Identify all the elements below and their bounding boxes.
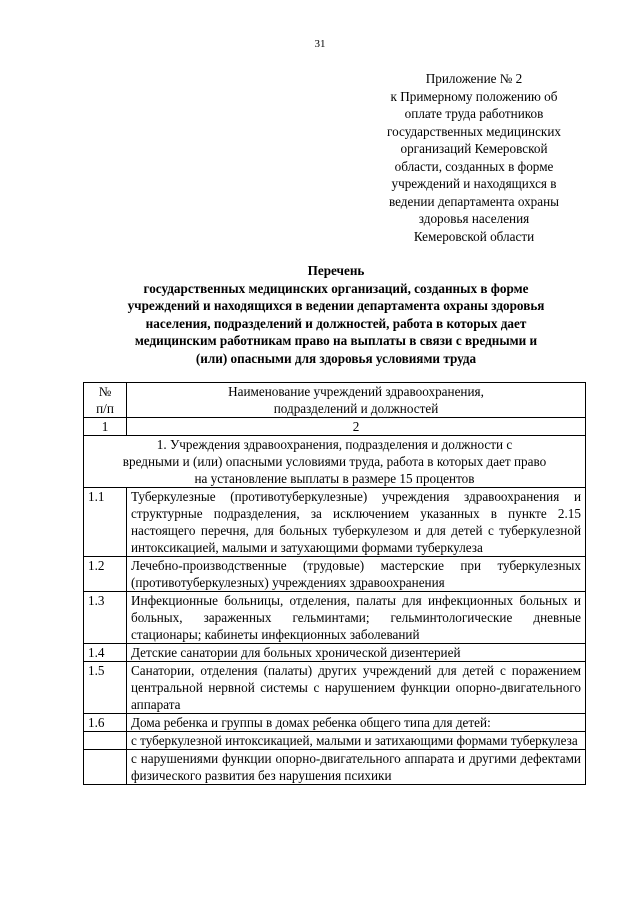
header-number-label: п/п xyxy=(96,401,114,416)
row-text: Лечебно-производственные (трудовые) мастерские при туберкулезных (противотуберкулезных) учреждениях здравоохранения xyxy=(127,557,586,592)
appendix-line: Кемеровской области xyxy=(413,228,535,244)
row-number: 1.4 xyxy=(84,644,127,662)
appendix-line: к Примерному положению об xyxy=(390,88,558,104)
row-text: с нарушениями функции опорно-двигательного аппарата и другими дефектами физического развития без нарушения психики xyxy=(127,750,586,785)
header-number-cell xyxy=(84,383,127,418)
row-text: с туберкулезной интоксикацией, малыми и затихающими формами туберкулеза xyxy=(127,732,586,750)
row-text: Инфекционные больницы, отделения, палаты для инфекционных больных и больных, зараженных гельминтами; гельминтологические дневные стационары; кабинеты инфекционных заболеваний xyxy=(127,592,586,644)
row-number: 1.2 xyxy=(84,557,127,592)
appendix-line: организаций Кемеровской xyxy=(400,141,548,156)
table-row xyxy=(84,714,586,732)
row-number: 1.1 xyxy=(84,488,127,557)
row-number: 1.3 xyxy=(84,592,127,644)
table-row xyxy=(84,557,586,592)
table-row xyxy=(84,732,586,750)
document-title: Перечень xyxy=(307,263,365,278)
row-text: Санатории, отделения (палаты) других учреждений для детей с поражением центральной нервной системы с нарушением функции опорно-двигательного аппарата xyxy=(127,662,586,714)
section-title-line: на установление выплаты в размере 15 процентов xyxy=(194,471,475,486)
page-number: 31 xyxy=(314,38,326,50)
appendix-line: ведении департамента охраны xyxy=(388,193,560,209)
appendix-heading xyxy=(365,70,583,245)
header-name-label: подразделений и должностей xyxy=(273,401,439,416)
subtitle-line: медицинским работникам право на выплаты в связи с вредными и xyxy=(134,333,538,348)
row-number xyxy=(84,750,127,785)
column-index-row xyxy=(84,418,586,436)
section-title-line: 1. Учреждения здравоохранения, подразделения и должности с xyxy=(156,437,513,452)
subtitle-line: учреждений и находящихся в ведении департамента охраны здоровья xyxy=(127,298,545,313)
appendix-line: Приложение № 2 xyxy=(425,71,523,86)
header-number-label: № xyxy=(98,384,112,399)
table-row xyxy=(84,488,586,557)
column-index-2: 2 xyxy=(127,418,586,436)
row-number xyxy=(84,732,127,750)
appendix-line: государственных медицинских xyxy=(387,123,561,139)
row-text: Туберкулезные (противотуберкулезные) учреждения здравоохранения и структурные подразделения, за исключением указанных в пункте 2.15 настоящего перечня, для больных туберкулезом и для детей с туберкулезной интоксикацией, малыми и затухающими формами туберкулеза xyxy=(127,488,586,557)
appendix-line: оплате труда работников xyxy=(404,106,544,121)
subtitle-line: государственных медицинских организаций, созданных в форме xyxy=(143,280,529,296)
row-text: Детские санатории для больных хронической дизентерией xyxy=(127,644,586,662)
appendix-line: области, созданных в форме xyxy=(394,158,554,174)
header-name-label: Наименование учреждений здравоохранения, xyxy=(228,384,484,399)
table-row xyxy=(84,592,586,644)
positions-table xyxy=(83,382,586,785)
table-row xyxy=(84,662,586,714)
row-number: 1.6 xyxy=(84,714,127,732)
subtitle-line: (или) опасными для здоровья условиями труда xyxy=(195,350,477,366)
appendix-line: здоровья населения xyxy=(418,211,530,226)
column-index-1: 1 xyxy=(84,418,127,436)
row-number: 1.5 xyxy=(84,662,127,714)
section-title-line: вредными и (или) опасными условиями труда, работа в которых дает право xyxy=(122,454,547,469)
subtitle-line: населения, подразделений и должностей, работа в которых дает xyxy=(145,315,527,331)
table-header-row xyxy=(84,383,586,418)
appendix-line: учреждений и находящихся в xyxy=(391,176,557,191)
header-name-cell xyxy=(127,383,586,418)
section-title-cell xyxy=(84,436,586,488)
table-row xyxy=(84,750,586,785)
document-title-block xyxy=(88,262,584,367)
section-row xyxy=(84,436,586,488)
row-text: Дома ребенка и группы в домах ребенка общего типа для детей: xyxy=(127,714,586,732)
table-row xyxy=(84,644,586,662)
